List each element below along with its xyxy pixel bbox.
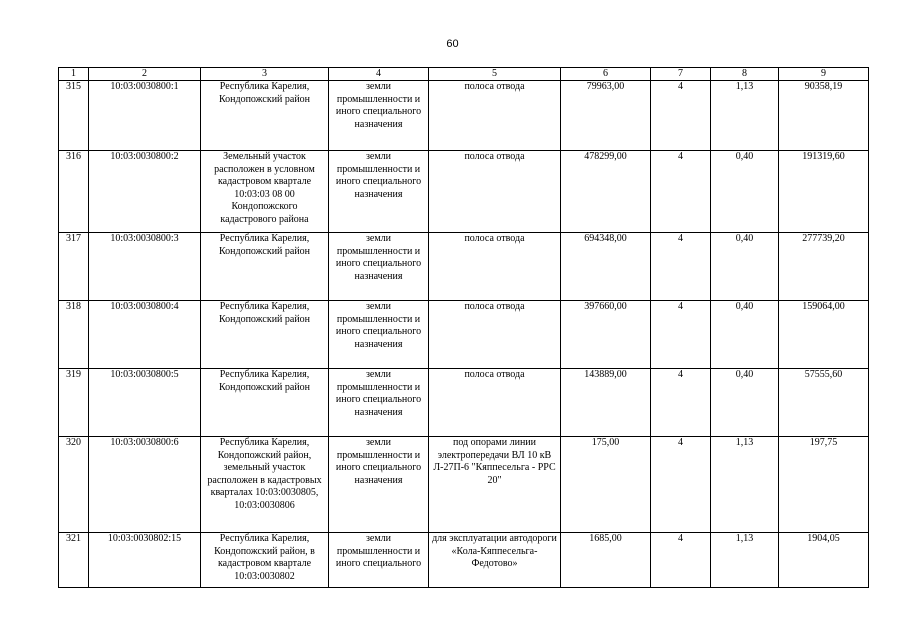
value: 90358,19 [779, 81, 869, 151]
cadastral-number: 10:03:0030800:6 [89, 437, 201, 533]
permitted-use: под опорами линии электропередачи ВЛ 10 кВ Л-27П-6 "Кяппесельга - РРС 20" [429, 437, 561, 533]
area: 143889,00 [561, 369, 651, 437]
table-row [59, 533, 869, 588]
cadastral-number: 10:03:0030800:3 [89, 233, 201, 301]
location: Республика Карелия, Кондопожский район [201, 301, 329, 369]
location: Республика Карелия, Кондопожский район [201, 369, 329, 437]
value: 159064,00 [779, 301, 869, 369]
column-7-value: 4 [651, 369, 711, 437]
permitted-use: полоса отвода [429, 301, 561, 369]
land-category: земли промышленности и иного специального назначения [329, 151, 429, 233]
location: Республика Карелия, Кондопожский район [201, 233, 329, 301]
row-number: 316 [59, 151, 89, 233]
coefficient: 0,40 [711, 233, 779, 301]
column-header: 4 [329, 68, 429, 81]
value: 57555,60 [779, 369, 869, 437]
permitted-use: полоса отвода [429, 233, 561, 301]
permitted-use: полоса отвода [429, 81, 561, 151]
table-row [59, 151, 869, 233]
row-number: 317 [59, 233, 89, 301]
column-header: 2 [89, 68, 201, 81]
column-7-value: 4 [651, 233, 711, 301]
coefficient: 1,13 [711, 437, 779, 533]
area: 1685,00 [561, 533, 651, 588]
location: Республика Карелия, Кондопожский район, земельный участок расположен в кадастровых кварталах 10:03:0030805, 10:03:0030806 [201, 437, 329, 533]
cadastral-number: 10:03:0030800:4 [89, 301, 201, 369]
area: 175,00 [561, 437, 651, 533]
area: 79963,00 [561, 81, 651, 151]
land-registry-table [58, 67, 869, 588]
land-category: земли промышленности и иного специального назначения [329, 81, 429, 151]
location: Республика Карелия, Кондопожский район [201, 81, 329, 151]
cadastral-number: 10:03:0030802:15 [89, 533, 201, 588]
table-header-row [59, 68, 869, 81]
column-7-value: 4 [651, 533, 711, 588]
column-7-value: 4 [651, 301, 711, 369]
land-category: земли промышленности и иного специального назначения [329, 437, 429, 533]
column-7-value: 4 [651, 437, 711, 533]
location: Республика Карелия, Кондопожский район, в кадастровом квартале 10:03:0030802 [201, 533, 329, 588]
row-number: 319 [59, 369, 89, 437]
column-header: 6 [561, 68, 651, 81]
table-row [59, 233, 869, 301]
land-category: земли промышленности и иного специального [329, 533, 429, 588]
column-header: 9 [779, 68, 869, 81]
value: 1904,05 [779, 533, 869, 588]
cadastral-number: 10:03:0030800:5 [89, 369, 201, 437]
column-header: 7 [651, 68, 711, 81]
row-number: 318 [59, 301, 89, 369]
column-7-value: 4 [651, 81, 711, 151]
row-number: 320 [59, 437, 89, 533]
table-row [59, 81, 869, 151]
value: 191319,60 [779, 151, 869, 233]
coefficient: 0,40 [711, 151, 779, 233]
column-7-value: 4 [651, 151, 711, 233]
cadastral-number: 10:03:0030800:1 [89, 81, 201, 151]
area: 397660,00 [561, 301, 651, 369]
table-row [59, 437, 869, 533]
location: Земельный участок расположен в условном кадастровом квартале 10:03:03 08 00 Кондопожского кадастрового района [201, 151, 329, 233]
page-number: 60 [446, 38, 459, 50]
column-header: 3 [201, 68, 329, 81]
permitted-use: полоса отвода [429, 151, 561, 233]
area: 478299,00 [561, 151, 651, 233]
coefficient: 0,40 [711, 301, 779, 369]
column-header: 5 [429, 68, 561, 81]
permitted-use: полоса отвода [429, 369, 561, 437]
permitted-use: для эксплуатации автодороги «Кола-Кяппесельга-Федотово» [429, 533, 561, 588]
coefficient: 1,13 [711, 533, 779, 588]
cadastral-number: 10:03:0030800:2 [89, 151, 201, 233]
column-header: 1 [59, 68, 89, 81]
land-category: земли промышленности и иного специального назначения [329, 369, 429, 437]
value: 277739,20 [779, 233, 869, 301]
area: 694348,00 [561, 233, 651, 301]
column-header: 8 [711, 68, 779, 81]
value: 197,75 [779, 437, 869, 533]
land-category: земли промышленности и иного специального назначения [329, 233, 429, 301]
row-number: 315 [59, 81, 89, 151]
coefficient: 0,40 [711, 369, 779, 437]
table-row [59, 369, 869, 437]
coefficient: 1,13 [711, 81, 779, 151]
row-number: 321 [59, 533, 89, 588]
table-row [59, 301, 869, 369]
land-category: земли промышленности и иного специального назначения [329, 301, 429, 369]
